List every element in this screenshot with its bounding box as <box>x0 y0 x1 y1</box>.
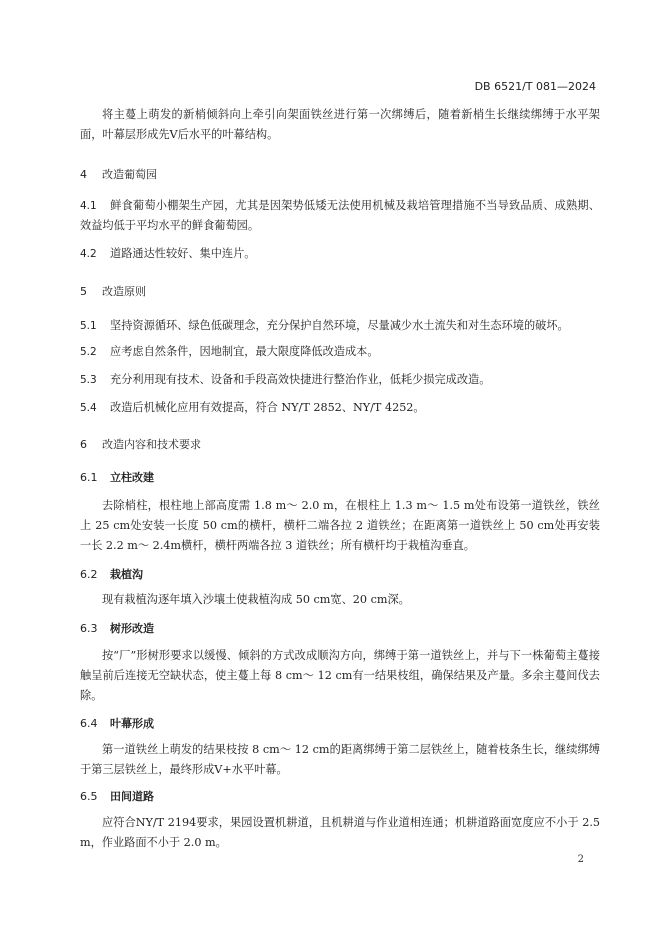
page-number: 2 <box>577 854 584 865</box>
section-5-heading <box>80 283 600 299</box>
subsection-number: 6.1 <box>80 471 98 484</box>
clause-5-3 <box>80 370 600 390</box>
subsection-6-1-text: 去除梢柱，根柱地上部高度需 1.8 m～ 2.0 m，在根柱上 1.3 m～ 1.5 m处布设第一道铁丝，铁丝上 25 cm处安装一长度 50 cm的横杆，横杆二端各拉 2 道铁丝；在距离第一道铁丝上 50 cm处再安装一长 2.2 m～ 2.4m横杆，横杆两端各拉 3 道铁丝；所有横杆均于栽植沟垂直。 <box>80 499 600 552</box>
section-number: 5 <box>80 285 87 298</box>
subsection-title: 树形改造 <box>110 622 154 635</box>
subsection-title: 立柱改建 <box>110 471 154 484</box>
intro-paragraph: 将主蔓上萌发的新梢倾斜向上牵引向架面铁丝进行第一次绑缚后，随着新梢生长继续绑缚于水平架面，叶幕层形成先V后水平的叶幕结构。 <box>80 108 600 141</box>
clause-number: 4.2 <box>80 248 97 260</box>
subsection-6-2-heading <box>80 566 600 582</box>
subsection-number: 6.2 <box>80 568 98 581</box>
clause-text: 坚持资源循环、绿色低碳理念，充分保护自然环境，尽量减少水土流失和对生态环境的破坏。 <box>110 319 569 332</box>
section-title: 改造葡萄园 <box>102 168 157 181</box>
subsection-6-3-text: 按“厂”形树形要求以缓慢、倾斜的方式改成顺沟方向，绑缚于第一道铁丝上，并与下一株葡萄主蔓接触呈前后连接无空缺状态，使主蔓上每 8 cm～ 12 cm有一结果枝组，确保结果及产量。多余主蔓间伐去除。 <box>80 649 600 702</box>
clause-text: 改造后机械化应用有效提高，符合 NY/T 2852、NY/T 4252。 <box>110 401 425 414</box>
section-number: 4 <box>80 168 87 181</box>
clause-5-4 <box>80 398 600 418</box>
subsection-title: 叶幕形成 <box>110 717 154 730</box>
clause-text: 充分利用现有技术、设备和手段高效快捷进行整治作业，低耗少损完成改造。 <box>110 373 491 386</box>
document-code: DB 6521/T 081—2024 <box>474 80 596 93</box>
clause-4-2 <box>80 244 600 264</box>
subsection-6-5-text: 应符合NY/T 2194要求，果园设置机耕道，且机耕道与作业道相连通；机耕道路面宽度应不小于 2.5 m，作业路面不小于 2.0 m。 <box>80 816 600 849</box>
subsection-title: 田间道路 <box>110 790 154 803</box>
clause-text: 鲜食葡萄小棚架生产园，尤其是因架势低矮无法使用机械及栽培管理措施不当导致品质、成熟期、效益均低于平均水平的鲜食葡萄园。 <box>80 199 600 232</box>
section-6-heading <box>80 436 600 452</box>
clause-number: 5.2 <box>80 346 97 358</box>
clause-text: 道路通达性较好、集中连片。 <box>110 247 256 260</box>
subsection-6-3-heading <box>80 620 600 636</box>
subsection-6-1-heading <box>80 469 600 485</box>
section-number: 6 <box>80 438 87 451</box>
clause-4-1 <box>80 196 600 236</box>
subsection-number: 6.4 <box>80 717 98 730</box>
subsection-6-2-text: 现有栽植沟逐年填入沙壤土使栽植沟成 50 cm宽、20 cm深。 <box>102 593 410 606</box>
subsection-6-4-text: 第一道铁丝上萌发的结果枝按 8 cm～ 12 cm的距离绑缚于第二层铁丝上，随着枝条生长，继续绑缚于第三层铁丝上，最终形成V+水平叶幕。 <box>80 743 600 776</box>
section-title: 改造内容和技术要求 <box>102 438 201 451</box>
clause-5-1 <box>80 316 600 336</box>
section-title: 改造原则 <box>102 285 146 298</box>
clause-number: 5.3 <box>80 374 97 386</box>
subsection-number: 6.5 <box>80 790 98 803</box>
section-4-heading <box>80 166 600 182</box>
subsection-number: 6.3 <box>80 622 98 635</box>
clause-text: 应考虑自然条件，因地制宜，最大限度降低改造成本。 <box>110 345 379 358</box>
clause-number: 5.4 <box>80 402 97 414</box>
clause-number: 5.1 <box>80 320 97 332</box>
subsection-6-5-heading <box>80 788 600 804</box>
clause-number: 4.1 <box>80 200 97 212</box>
clause-5-2 <box>80 342 600 362</box>
subsection-title: 栽植沟 <box>110 568 143 581</box>
subsection-6-4-heading <box>80 715 600 731</box>
